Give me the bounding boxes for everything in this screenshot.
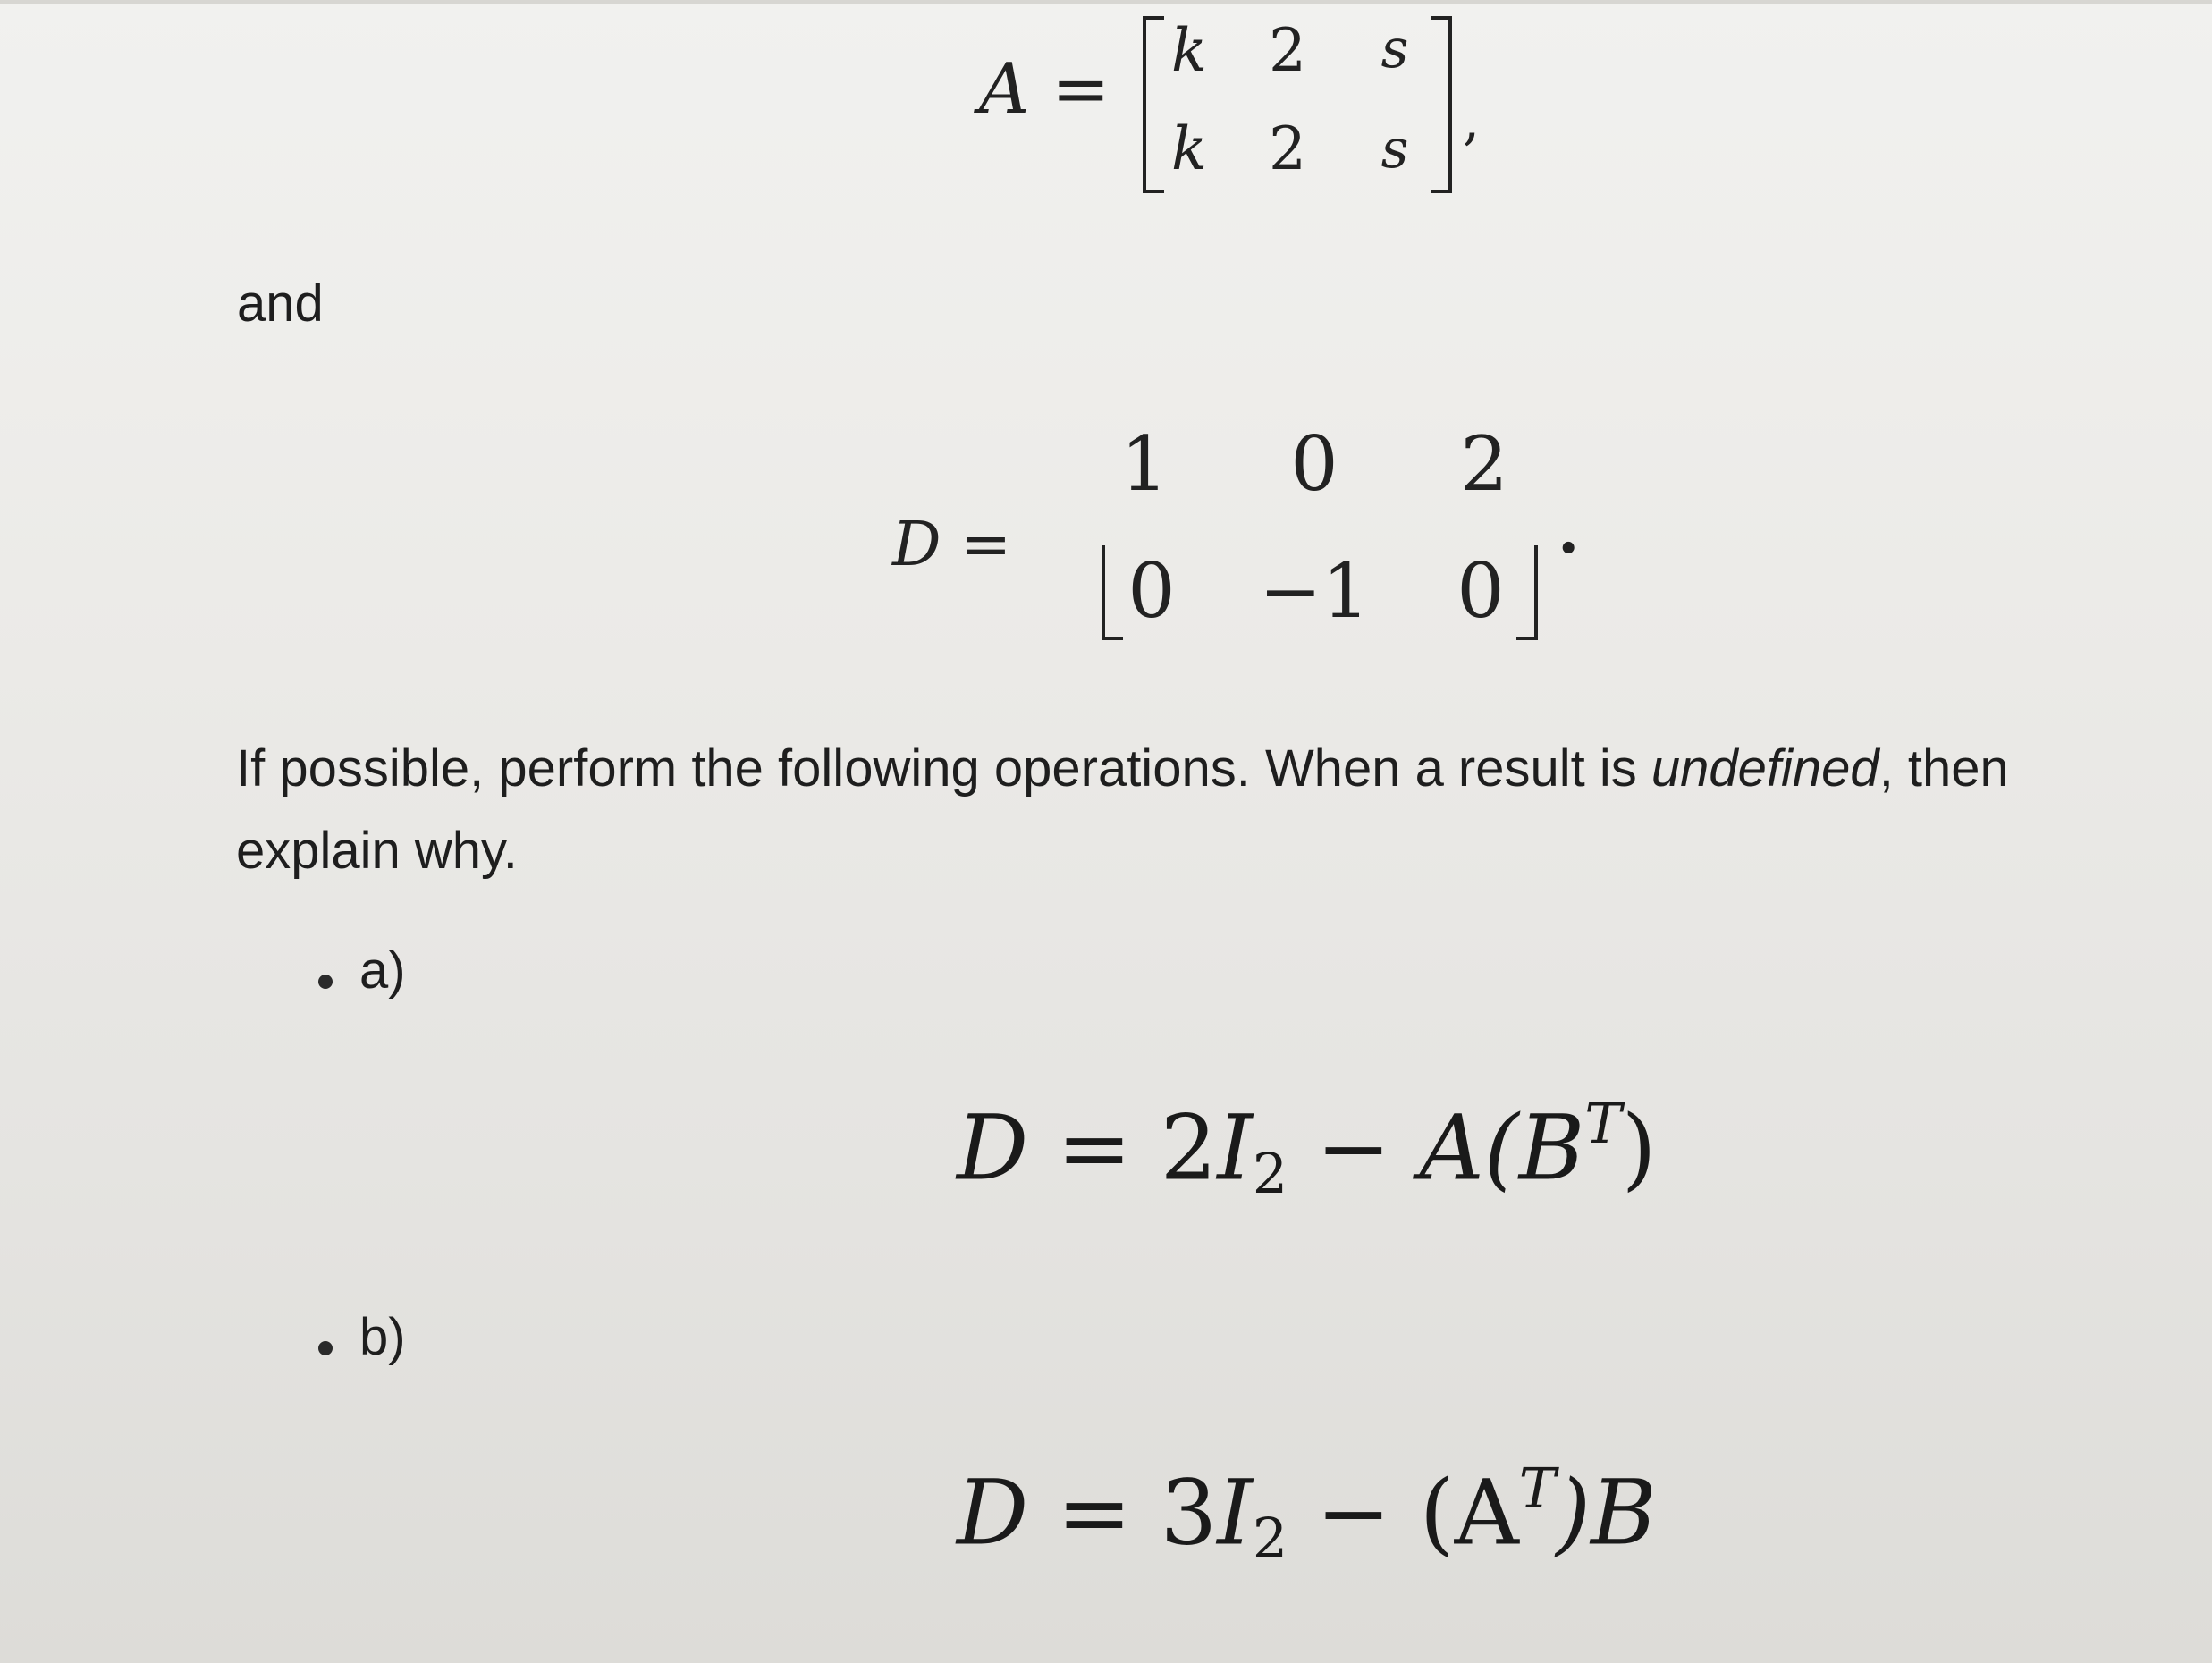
matrix-d-cell: 2 xyxy=(1460,420,1508,508)
instructions-text: If possible, perform the following operations. When a result is xyxy=(236,739,1651,798)
eq-a-product-start: A(B xyxy=(1419,1095,1585,1201)
eq-b-equals: = xyxy=(1056,1460,1132,1566)
eq-a-identity: I xyxy=(1217,1095,1253,1201)
matrix-d-cell: 0 xyxy=(1127,547,1176,635)
matrix-d-cell: −1 xyxy=(1259,547,1370,635)
connector-text: and xyxy=(237,274,324,333)
matrix-d-trailing-period: . xyxy=(1558,494,1580,568)
eq-b-product-end: )B xyxy=(1556,1460,1657,1566)
item-b-label: b) xyxy=(359,1308,406,1366)
instructions-line-1 xyxy=(236,739,2009,798)
eq-b-lhs: D xyxy=(957,1460,1029,1566)
matrix-a-cell: 2 xyxy=(1269,114,1306,183)
eq-b-transpose: T xyxy=(1518,1456,1557,1521)
bullet-b-icon xyxy=(318,1341,333,1355)
matrix-a-right-bracket xyxy=(1431,16,1452,193)
instructions-emphasis: undefined xyxy=(1651,739,1879,798)
eq-a-transpose: T xyxy=(1584,1091,1622,1156)
matrix-d-cell: 1 xyxy=(1120,420,1169,508)
eq-a-minus: − xyxy=(1315,1095,1391,1201)
matrix-d-cell: 0 xyxy=(1290,420,1338,508)
matrix-a-cell: 2 xyxy=(1269,16,1306,85)
eq-a-identity-sub: 2 xyxy=(1252,1140,1288,1206)
eq-a-coefficient: 2 xyxy=(1160,1095,1218,1201)
matrix-a-cell: k xyxy=(1171,114,1207,183)
matrix-a-cell: s xyxy=(1380,18,1409,80)
eq-b-identity: I xyxy=(1217,1460,1253,1566)
bullet-a-icon xyxy=(318,975,333,989)
matrix-a-cell: k xyxy=(1171,16,1207,85)
matrix-a-trailing-comma: , xyxy=(1463,89,1481,152)
instructions-line-2: explain why. xyxy=(236,822,518,880)
eq-b-minus: − xyxy=(1315,1460,1391,1566)
eq-b-product-start: (A xyxy=(1419,1460,1519,1566)
item-a-label: a) xyxy=(359,941,406,1000)
instructions-text-tail: , then xyxy=(1879,739,2009,798)
eq-a-equals: = xyxy=(1056,1095,1132,1201)
matrix-d-lhs: D = xyxy=(892,510,1012,580)
item-b-equation xyxy=(957,1456,1657,1571)
eq-b-identity-sub: 2 xyxy=(1252,1505,1288,1571)
eq-b-coefficient: 3 xyxy=(1160,1460,1218,1566)
item-a-equation xyxy=(957,1091,1657,1206)
matrix-d-cell: 0 xyxy=(1456,547,1505,635)
eq-a-product-end: ) xyxy=(1621,1095,1657,1201)
matrix-a-lhs: A = xyxy=(979,49,1110,130)
top-divider xyxy=(0,0,2212,4)
matrix-a-cell: s xyxy=(1380,118,1409,181)
eq-a-lhs: D xyxy=(957,1095,1029,1201)
matrix-d-right-bracket xyxy=(1516,545,1538,640)
